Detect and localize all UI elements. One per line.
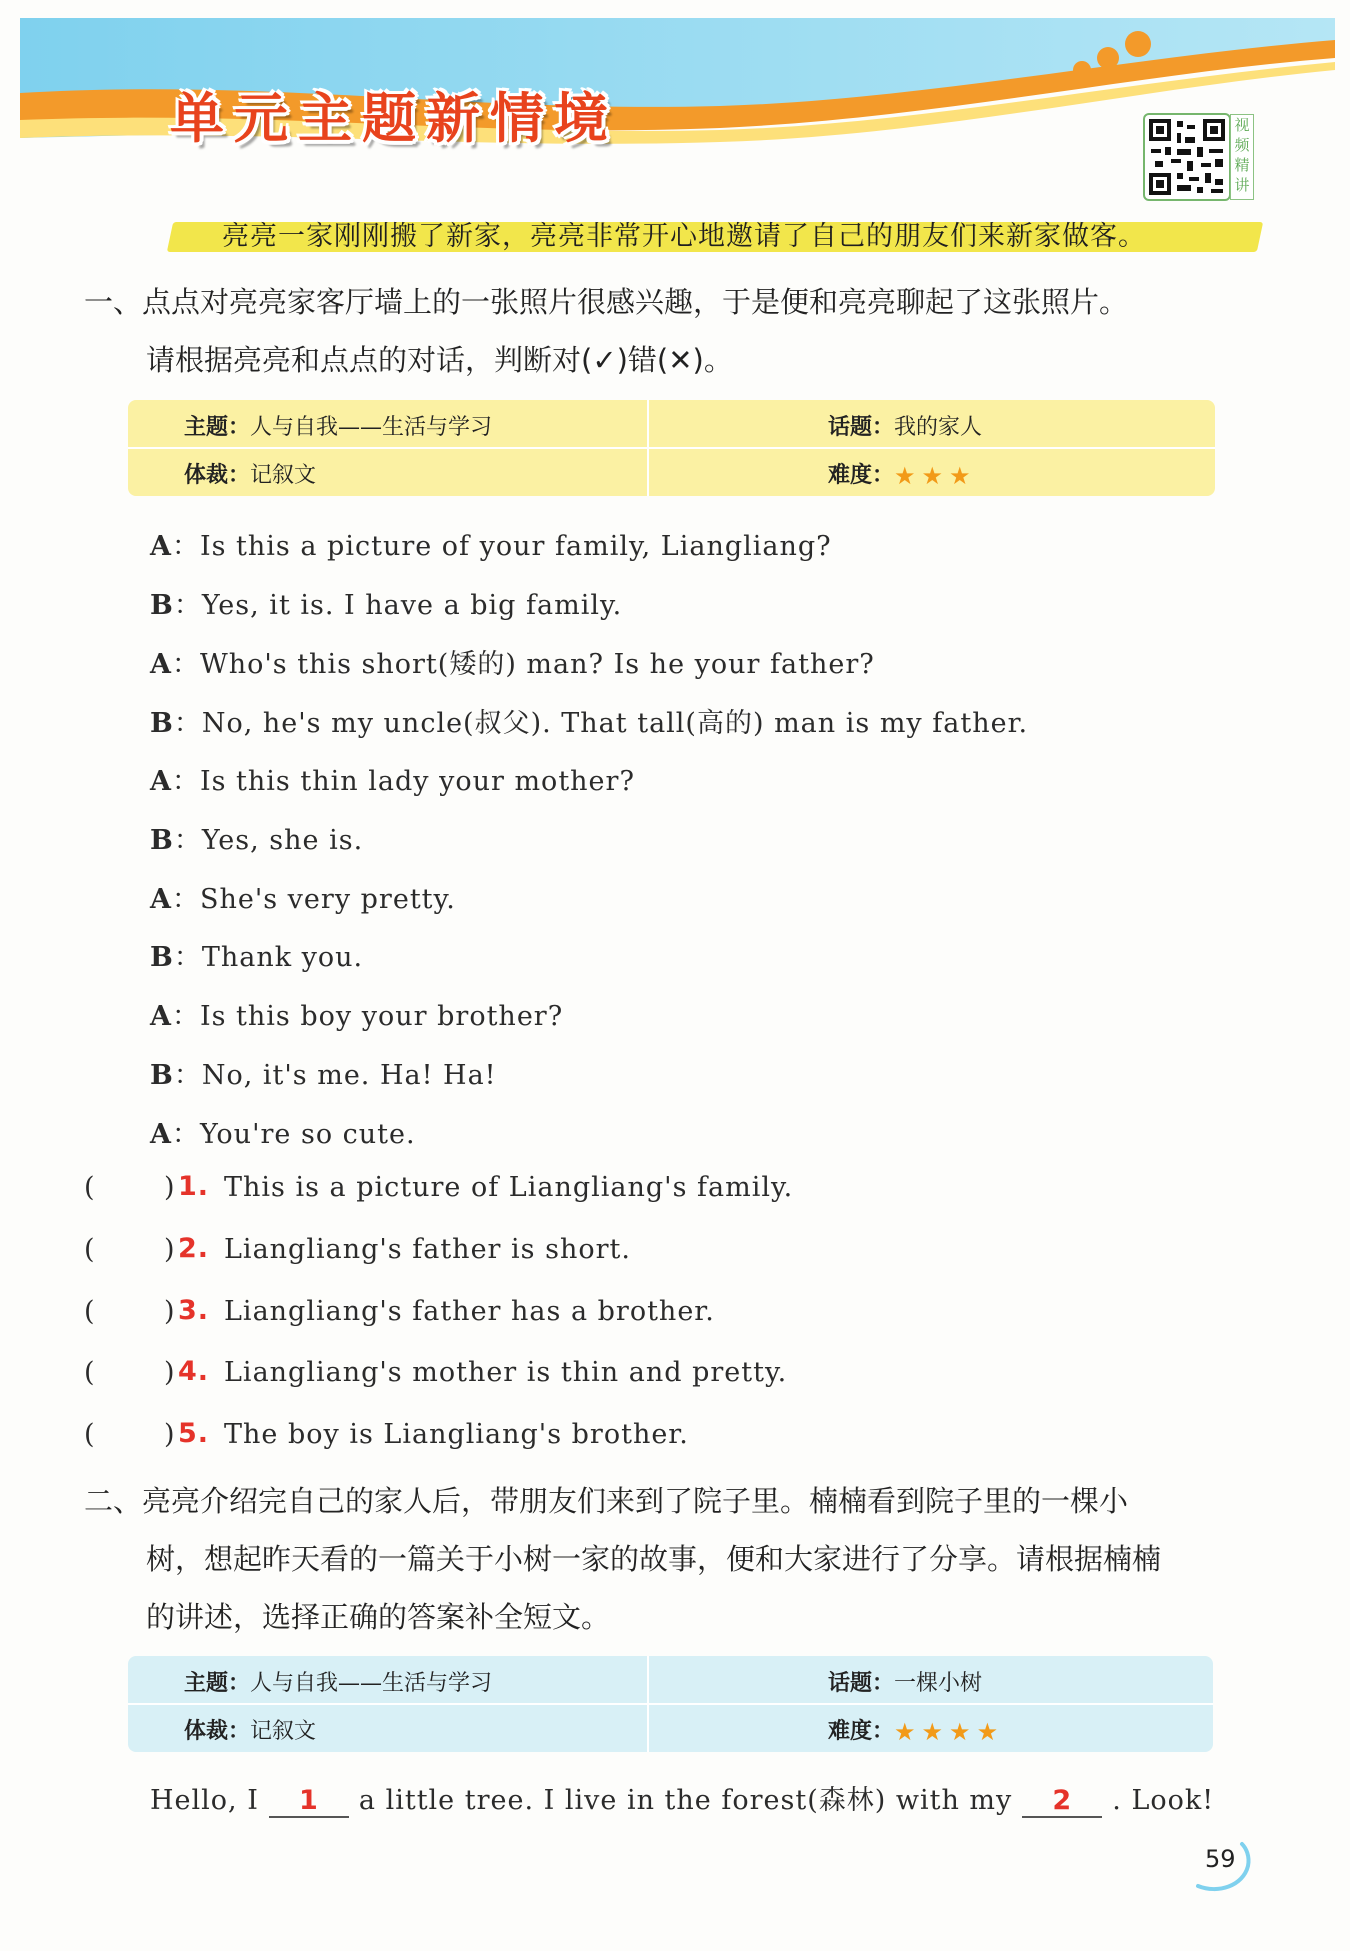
topic-cell: 话题：一棵小树 bbox=[828, 1671, 983, 1696]
genre-cell: 体裁：记叙文 bbox=[184, 463, 317, 488]
dialogue-line: A：You're so cute. bbox=[150, 1119, 416, 1150]
genre-cell: 体裁：记叙文 bbox=[184, 1719, 317, 1744]
dialogue-line: A：Is this boy your brother? bbox=[150, 1001, 564, 1032]
topic-cell: 话题：我的家人 bbox=[828, 415, 983, 440]
dialogue-line: A：Who's this short(矮的) man? Is he your father? bbox=[150, 649, 875, 680]
intro-text: 亮亮一家刚刚搬了新家，亮亮非常开心地邀请了自己的朋友们来新家做客。 bbox=[222, 221, 1146, 252]
cloze-blank-2[interactable]: 2 bbox=[1022, 1786, 1102, 1818]
theme-cell: 主题：人与自我——生活与学习 bbox=[184, 1671, 493, 1696]
qr-code-icon bbox=[1149, 119, 1225, 195]
page-number: 59 bbox=[1205, 1845, 1236, 1873]
section2-heading-line3: 的讲述，选择正确的答案补全短文。 bbox=[146, 1600, 611, 1634]
dialogue-line: A：Is this thin lady your mother? bbox=[150, 766, 635, 797]
section1-info-box bbox=[128, 400, 1215, 496]
section2-heading-line1: 二、亮亮介绍完自己的家人后，带朋友们来到了院子里。楠楠看到院子里的一棵小 bbox=[84, 1484, 1129, 1518]
difficulty-cell: 难度：★★★ bbox=[828, 462, 977, 490]
workbook-page: 单元主题新情境 视 频 精 讲 亮亮一家刚刚搬了新家，亮亮非常开心地邀请了自己的朋友们来新家做客。 一、点点对亮亮家客厅墙上的一张照片很感兴趣，于是便和亮亮聊起了这张照片。 请根据亮亮和点点的对话，判断对(✓)错(✕)。 主题：人与自我——生活与学习 话题：我的家人 体裁：记叙文 难度：★★★ A：Is this a picture of your family, Liangliang? B：Yes, it is. I have a big family. A：Who's this short(矮的) man? Is he your father? B：No, he's my uncle(叔父). That tall(高的) man is my father. A：Is this thin lady your mother? B：Yes, she is. A：She's very pretty. B：Thank you. A：Is this boy your brother? B：No, it's me. Ha! Ha! A：You're so cute. ( ) 1. This is a picture of Liangliang's family. ( ) 2. Liangliang's father is short. ( ) 3. Liangliang's father has a brother. ( ) 4. Liangliang's mother is thin and pretty. ( ) 5. The boy is Liangliang's brother. 二、亮亮介绍完自己的家人后，带朋友们来到了院子里。楠楠看到院子里的一棵小 树，想起昨天看的一篇关于小树一家的故事，便和大家进行了分享。请根据楠楠 的讲述，选择正确的答案补全短文。 主题：人与自我——生活与学习 话题：一棵小树 体裁：记叙文 难度：★★★★ Hello, I 1 a little tree. I live in the forest(森林) with my 2 . Look! 59 bbox=[0, 0, 1350, 1951]
section2-info-box bbox=[128, 1656, 1213, 1752]
difficulty-cell: 难度：★★★★ bbox=[828, 1718, 1005, 1746]
unit-banner bbox=[20, 18, 1335, 168]
difficulty-stars-icon: ★★★★ bbox=[894, 1718, 1005, 1746]
section1-heading-line2: 请根据亮亮和点点的对话，判断对(✓)错(✕)。 bbox=[146, 343, 733, 377]
qr-label-char: 视 bbox=[1234, 116, 1250, 134]
dialogue-line: B：Yes, it is. I have a big family. bbox=[150, 590, 623, 621]
dialogue-line: B：No, he's my uncle(叔父). That tall(高的) man is my father. bbox=[150, 708, 1029, 739]
qr-label-char: 频 bbox=[1234, 136, 1250, 154]
qr-label-char: 精 bbox=[1234, 156, 1250, 174]
dialogue-line: B：No, it's me. Ha! Ha! bbox=[150, 1060, 497, 1091]
dialogue-line: B：Thank you. bbox=[150, 942, 364, 973]
difficulty-stars-icon: ★★★ bbox=[894, 462, 977, 490]
dialogue-line: A：She's very pretty. bbox=[150, 884, 456, 915]
banner-title: 单元主题新情境 bbox=[170, 87, 618, 150]
cloze-passage: Hello, I 1 a little tree. I live in the forest(森林) with my 2 . Look! bbox=[150, 1785, 1215, 1816]
qr-label-char: 讲 bbox=[1234, 176, 1250, 194]
qr-code[interactable] bbox=[1143, 113, 1231, 201]
cloze-blank-1[interactable]: 1 bbox=[269, 1786, 349, 1818]
section2-heading-line2: 树，想起昨天看的一篇关于小树一家的故事，便和大家进行了分享。请根据楠楠 bbox=[146, 1542, 1162, 1576]
theme-cell: 主题：人与自我——生活与学习 bbox=[184, 415, 493, 440]
video-lecture-label[interactable] bbox=[1230, 114, 1254, 200]
dialogue-line: A：Is this a picture of your family, Liangliang? bbox=[150, 531, 832, 562]
section1-heading-line1: 一、点点对亮亮家客厅墙上的一张照片很感兴趣，于是便和亮亮聊起了这张照片。 bbox=[84, 285, 1129, 319]
dialogue-line: B：Yes, she is. bbox=[150, 825, 364, 856]
